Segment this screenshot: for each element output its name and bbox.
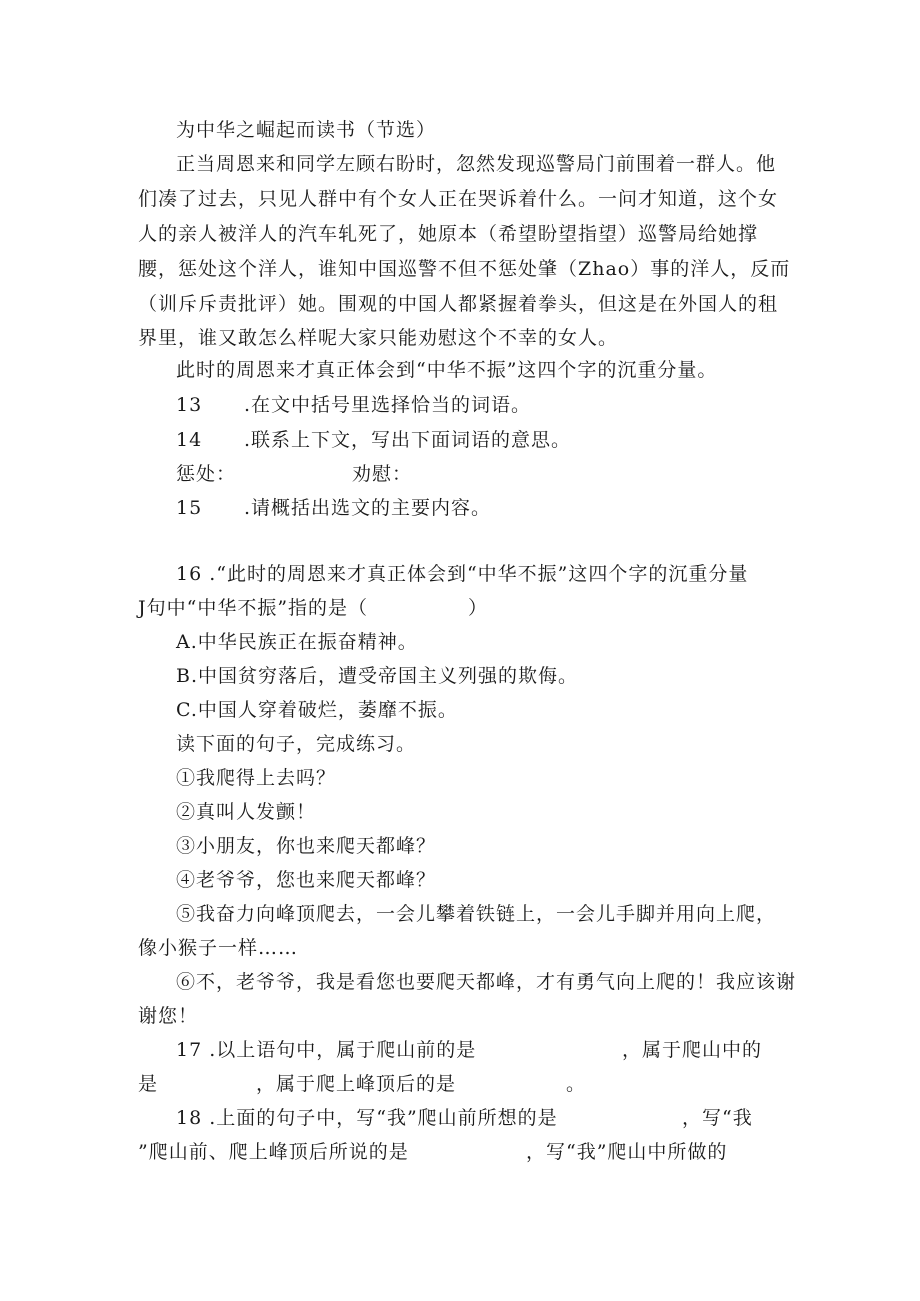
question-17-line: 。	[566, 1073, 587, 1095]
question-text: .在文中括号里选择恰当的词语。	[244, 394, 532, 416]
question-15	[176, 496, 491, 520]
question-17-line: 是	[138, 1073, 159, 1095]
option-a: A.中华民族正在振奋精神。	[176, 631, 418, 653]
question-number: 15	[176, 497, 203, 519]
sentence: ④老爷爷，您也来爬天都峰？	[176, 869, 437, 891]
question-18-line: ”爬山前、爬上峰顶后所说的是	[138, 1141, 409, 1163]
passage-title: 为中华之崛起而读书（节选）	[176, 119, 437, 141]
sentence: 谢您！	[138, 1005, 199, 1027]
question-18-line: 18 .上面的句子中，写“我”爬山前所想的是	[176, 1107, 558, 1129]
term-label: 惩处：	[176, 463, 237, 485]
paragraph-line: （训斥斥责批评）她。围观的中国人都紧握着拳头，但这是在外国人的租	[138, 293, 779, 315]
question-18-line: ，写“我”爬山中所做的	[526, 1141, 728, 1163]
paragraph-line: 人的亲人被洋人的汽车轧死了，她原本（希望盼望指望）巡警局给她撑	[138, 223, 759, 245]
option-c: C.中国人穿着破烂，萎靡不振。	[176, 699, 458, 721]
question-13	[176, 393, 531, 417]
question-16-line: 16 .“此时的周恩来才真正体会到“中华不振”这四个字的沉重分量	[176, 563, 749, 585]
option-b: B.中国贫穷落后，遭受帝国主义列强的欺侮。	[176, 665, 579, 687]
sentence: ⑥不，老爷爷，我是看您也要爬天都峰，才有勇气向上爬的！我应该谢	[176, 971, 797, 993]
question-17-line: 17 .以上语句中，属于爬山前的是	[176, 1039, 477, 1061]
sentence: ①我爬得上去吗？	[176, 767, 337, 789]
paragraph-line: 们凑了过去，只见人群中有个女人正在哭诉着什么。一问才知道，这个女	[138, 188, 779, 210]
paragraph-line: 腰，惩处这个洋人，谁知中国巡警不但不惩处肇（Zhao）事的洋人，反而	[138, 258, 791, 280]
sentence: ③小朋友，你也来爬天都峰？	[176, 835, 437, 857]
paragraph-line: 界里，谁又敢怎么样呢大家只能劝慰这个不幸的女人。	[138, 327, 619, 349]
paragraph-line: 此时的周恩来才真正体会到“中华不振”这四个字的沉重分量。	[176, 359, 718, 381]
sentence: ⑤我奋力向峰顶爬去，一会儿攀着铁链上，一会儿手脚并用向上爬，	[176, 903, 777, 925]
question-text: .联系上下文，写出下面词语的意思。	[244, 429, 572, 451]
sentence: ②真叫人发颤！	[176, 801, 317, 823]
section-intro: 读下面的句子，完成练习。	[176, 733, 417, 755]
question-14	[176, 428, 571, 452]
question-16-line: J句中“中华不振”指的是（ ）	[138, 597, 489, 619]
question-18-line: ，写“我	[682, 1107, 753, 1129]
sentence: 像小猴子一样……	[138, 937, 299, 959]
question-text: .请概括出选文的主要内容。	[244, 497, 492, 519]
question-number: 13	[176, 394, 203, 416]
question-17-line: ，属于爬山中的	[622, 1039, 763, 1061]
question-17-line: ，属于爬上峰顶后的是	[256, 1073, 457, 1095]
question-number: 14	[176, 429, 203, 451]
paragraph-line: 正当周恩来和同学左顾右盼时，忽然发现巡警局门前围着一群人。他	[176, 153, 777, 175]
term-label: 劝慰：	[352, 463, 413, 485]
